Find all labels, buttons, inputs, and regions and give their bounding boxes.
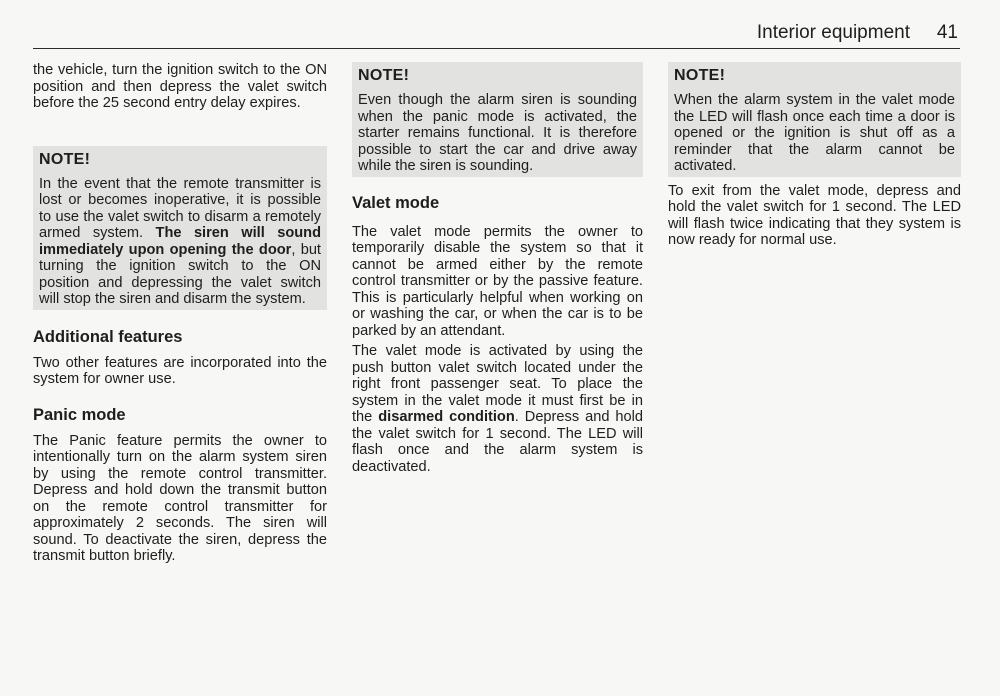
heading-additional-features: Additional features (33, 327, 183, 346)
heading-panic-mode: Panic mode (33, 405, 126, 424)
page-number: 41 (936, 22, 958, 43)
page-header (33, 20, 960, 49)
note-heading: NOTE! (358, 67, 410, 84)
note-box-remote (33, 146, 327, 310)
note-text: In the event that the remote transmitter is lost or becomes inoperative, it is possible to use the valet switch to disarm a remotely armed system. The siren will sound immediately upon opening the door, but turning the ignition switch to the ON position and depressing the valet switch will stop the siren and disarm the system. (39, 175, 322, 307)
note-box-valet (668, 62, 961, 177)
panic-mode-paragraph: The Panic feature permits the owner to intentionally turn on the alarm system siren by using the remote control transmitter. Depress and hold down the transmit button on the remote control transmitter for approximately 2 seconds. The siren will sound. To deactivate the siren, depress the transmit button briefly. (33, 432, 327, 564)
note-box-panic (352, 62, 643, 177)
column-2 (352, 62, 643, 475)
intro-paragraph: the vehicle, turn the ignition switch to the ON position and then depress the valet switch before the 25 second entry delay expires. (33, 62, 327, 111)
note-heading: NOTE! (39, 150, 91, 168)
heading-valet-mode: Valet mode (352, 193, 440, 212)
note-bold-text: The siren will sound immediately upon opening the door (39, 225, 322, 258)
column-3 (668, 62, 961, 249)
column-1 (33, 62, 327, 565)
valet-bold-text: disarmed condition (378, 409, 515, 425)
valet-mode-paragraph-2: The valet mode is activated by using the push button valet switch located under the right front passenger seat. To place the system in the valet mode it must first be in the disarmed condition. Depress and hold the valet switch for 1 second. The LED will flash once and the alarm system is deactivated. (352, 343, 643, 475)
exit-valet-paragraph: To exit from the valet mode, depress and hold the valet switch for 1 second. The LED will flash twice indicating that they system is now ready for normal use. (668, 182, 961, 248)
additional-features-paragraph: Two other features are incorporated into the system for owner use. (33, 354, 327, 387)
note-heading: NOTE! (674, 67, 726, 84)
note-text: When the alarm system in the valet mode the LED will flash once each time a door is opened or the ignition is shut off as a reminder that the alarm cannot be activated. (674, 92, 955, 174)
valet-mode-paragraph-1: The valet mode permits the owner to temporarily disable the system so that it cannot be armed either by the remote control transmitter or by the passive feature. This is particularly helpful when working on or washing the car, or when the car is to be parked by an attendant. (352, 223, 643, 339)
note-text: Even though the alarm siren is sounding when the panic mode is activated, the starter remains functional. It is therefore possible to start the car and drive away while the siren is sounding. (358, 92, 637, 174)
section-title: Interior equipment (756, 22, 910, 43)
